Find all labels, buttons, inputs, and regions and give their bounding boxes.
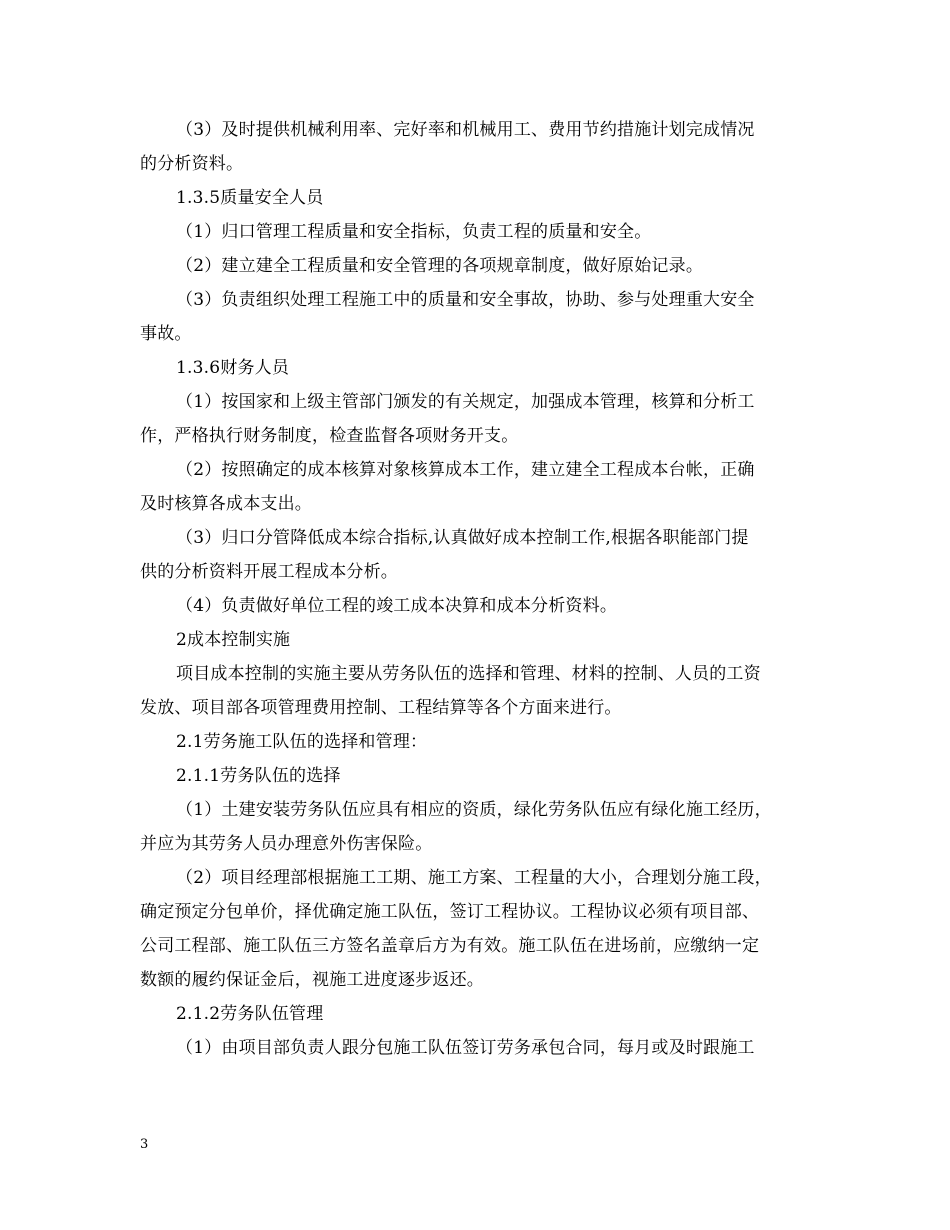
paragraph-line: （1）按国家和上级主管部门颁发的有关规定，加强成本管理，核算和分析工 (176, 392, 755, 412)
paragraph-line: （4）负责做好单位工程的竣工成本决算和成本分析资料。 (176, 596, 618, 616)
paragraph-line: 并应为其劳务人员办理意外伤害保险。 (140, 834, 433, 854)
paragraph-line: 供的分析资料开展工程成本分析。 (140, 562, 398, 582)
section-heading-2-1-1: 2.1.1劳务队伍的选择 (176, 766, 341, 786)
paragraph-line: （1）归口管理工程质量和安全指标，负责工程的质量和安全。 (176, 222, 652, 242)
paragraph-line: （3）负责组织处理工程施工中的质量和安全事故，协助、参与处理重大安全 (176, 290, 755, 310)
page-number: 3 (140, 1137, 149, 1152)
paragraph-line: 发放、项目部各项管理费用控制、工程结算等各个方面来进行。 (140, 698, 622, 718)
paragraph-line: （3）归口分管降低成本综合指标,认真做好成本控制工作,根据各职能部门提 (176, 528, 749, 548)
paragraph-line: 确定预定分包单价，择优确定施工队伍，签订工程协议。工程协议必须有项目部、 (140, 902, 760, 922)
section-heading-2-1-2: 2.1.2劳务队伍管理 (176, 1004, 324, 1024)
paragraph-line: （3）及时提供机械利用率、完好率和机械用工、费用节约措施计划完成情况 (176, 120, 755, 140)
paragraph-line: 项目成本控制的实施主要从劳务队伍的选择和管理、材料的控制、人员的工资 (176, 664, 761, 684)
paragraph-line: 数额的履约保证金后，视施工进度逐步返还。 (140, 970, 484, 990)
paragraph-line: （2）按照确定的成本核算对象核算成本工作，建立建全工程成本台帐，正确 (176, 460, 755, 480)
paragraph-line: （1）由项目部负责人跟分包施工队伍签订劳务承包合同，每月或及时跟施工 (176, 1038, 755, 1058)
section-heading-2: 2成本控制实施 (176, 630, 291, 650)
section-heading-2-1: 2.1劳务施工队伍的选择和管理： (176, 732, 428, 752)
section-heading-1-3-5: 1.3.5质量安全人员 (176, 188, 324, 208)
paragraph-line: 公司工程部、施工队伍三方签名盖章后方为有效。施工队伍在进场前，应缴纳一定 (140, 936, 760, 956)
paragraph-line: （2）建立建全工程质量和安全管理的各项规章制度，做好原始记录。 (176, 256, 704, 276)
paragraph-line: 的分析资料。 (140, 154, 244, 174)
paragraph-line: 事故。 (140, 324, 192, 344)
paragraph-line: 作，严格执行财务制度，检查监督各项财务开支。 (140, 426, 519, 446)
paragraph-line: （2）项目经理部根据施工工期、施工方案、工程量的大小，合理划分施工段， (176, 868, 772, 888)
paragraph-line: 及时核算各成本支出。 (140, 494, 312, 514)
section-heading-1-3-6: 1.3.6财务人员 (176, 358, 290, 378)
paragraph-line: （1）土建安装劳务队伍应具有相应的资质，绿化劳务队伍应有绿化施工经历， (176, 800, 772, 820)
